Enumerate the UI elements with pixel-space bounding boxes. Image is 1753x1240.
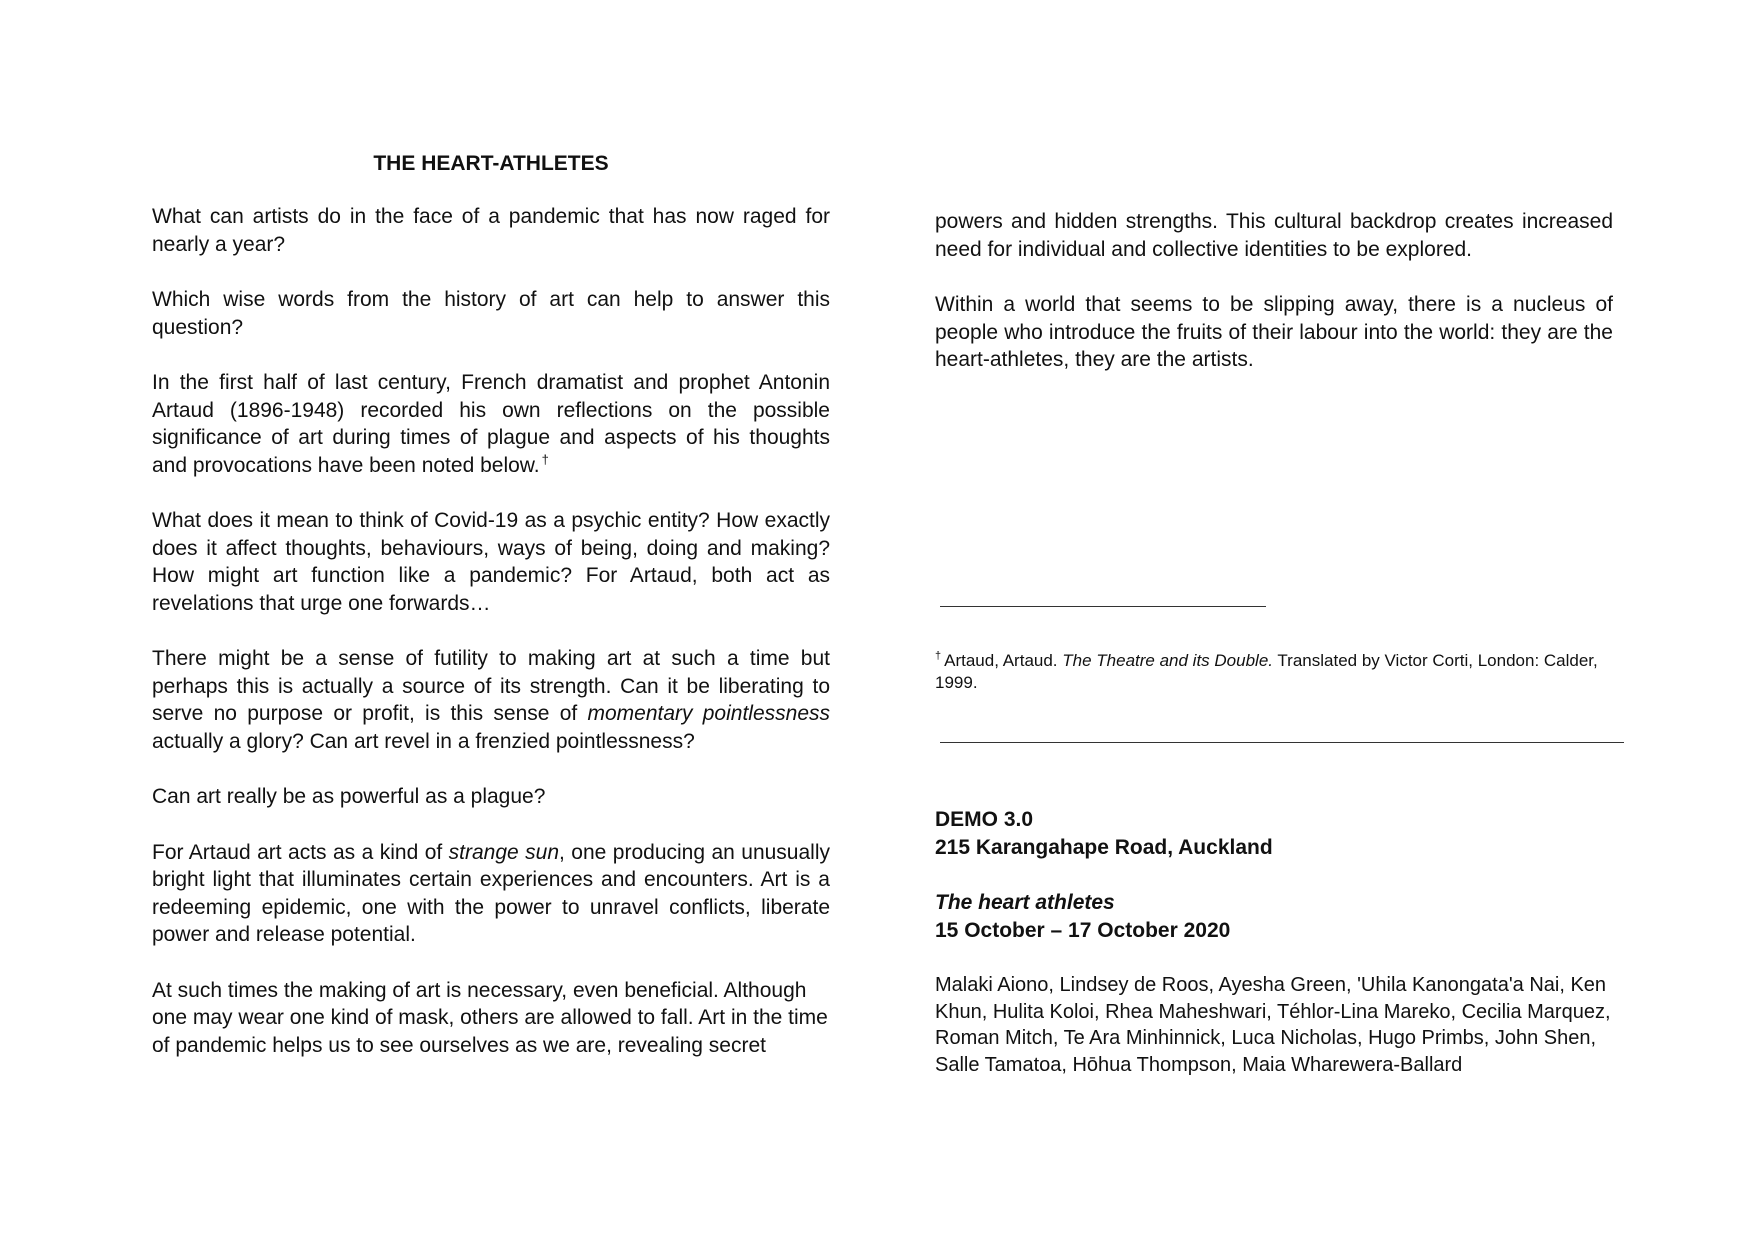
paragraph-2: Which wise words from the history of art can help to answer this question?: [152, 288, 830, 339]
right-paragraph-2: Within a world that seems to be slipping away, there is a nucleus of people who introduce the fruits of their labour into the world: they are the heart-athletes, they are the artists.: [935, 293, 1613, 371]
footnote: [935, 650, 1625, 694]
paragraph-3: [152, 369, 830, 479]
venue-address: 215 Karangahape Road, Auckland: [935, 835, 1273, 859]
artists-list: Malaki Aiono, Lindsey de Roos, Ayesha Green, 'Uhila Kanongata'a Nai, Ken Khun, Hulita Koloi, Rhea Maheshwari, Téhlor-Lina Mareko, Cecilia Marquez, Roman Mitch, Te Ara Minhinnick, Luca Nicholas, Hugo Primbs, John Shen, Salle Tamatoa, Hōhua Thompson, Maia Wharewera-Ballard: [935, 974, 1611, 1076]
paragraph-7-text-a: For Artaud art acts as a kind of: [152, 840, 449, 864]
paragraph-4: What does it mean to think of Covid-19 as a psychic entity? How exactly does it affect thoughts, behaviours, ways of being, doing and making? How might art function like a pandemic? For Artaud, both act as revelations that urge one forwards…: [152, 509, 830, 615]
paragraph-6: Can art really be as powerful as a plague?: [152, 785, 546, 808]
footnote-divider: [940, 606, 1266, 607]
footnote-book-title: The Theatre and its Double.: [1062, 651, 1273, 670]
footnote-author: Artaud, Artaud.: [944, 651, 1063, 670]
paragraph-3-text: In the first half of last century, French dramatist and prophet Antonin Artaud (1896-1948) recorded his own reflections on the possible significance of art during times of plague and aspects of his thoughts and provocations have been noted below.: [152, 371, 830, 477]
paragraph-5-text-a: There might be a sense of futility to making art at such a time but perhaps this is actually a source of its strength. Can it be liberating to serve no purpose or profit, is this sense of: [152, 647, 830, 725]
footnote-marker: †: [541, 451, 549, 467]
left-column: [152, 150, 830, 1059]
show-title: The heart athletes: [935, 891, 1115, 914]
show-block: [935, 889, 1625, 944]
paragraph-1: What can artists do in the face of a pandemic that has now raged for nearly a year?: [152, 205, 830, 256]
paragraph-7-text-b: , one producing an unusually bright light that illuminates certain experiences and encounters. Art is a redeeming epidemic, one with the power to unravel conflicts, liberate power and release potential.: [152, 840, 830, 946]
paragraph-7: [152, 839, 830, 949]
show-dates: 15 October – 17 October 2020: [935, 918, 1231, 942]
venue-block: [935, 806, 1625, 861]
right-column: [935, 208, 1613, 402]
right-paragraph-1: powers and hidden strengths. This cultural backdrop creates increased need for individual and collective identities to be explored.: [935, 210, 1613, 261]
exhibition-info: [935, 806, 1625, 1078]
paragraph-8: At such times the making of art is necessary, even beneficial. Although one may wear one kind of mask, others are allowed to fall. Art in the time of pandemic helps us to see ourselves as we are, revealing secret: [152, 978, 828, 1057]
paragraph-5-text-b: actually a glory? Can art revel in a frenzied pointlessness?: [152, 729, 695, 753]
venue-name: DEMO 3.0: [935, 808, 1034, 831]
paragraph-5: [152, 645, 830, 755]
footnote-mark: †: [935, 650, 942, 663]
paragraph-7-emphasis: strange sun: [448, 840, 560, 864]
section-divider: [940, 742, 1624, 743]
show-title-line: [935, 889, 1625, 917]
footnote-rest: Translated by Victor Corti, London: Calder, 1999.: [935, 651, 1598, 692]
paragraph-5-emphasis: momentary pointlessness: [587, 702, 830, 725]
page-title: THE HEART-ATHLETES: [373, 152, 609, 175]
